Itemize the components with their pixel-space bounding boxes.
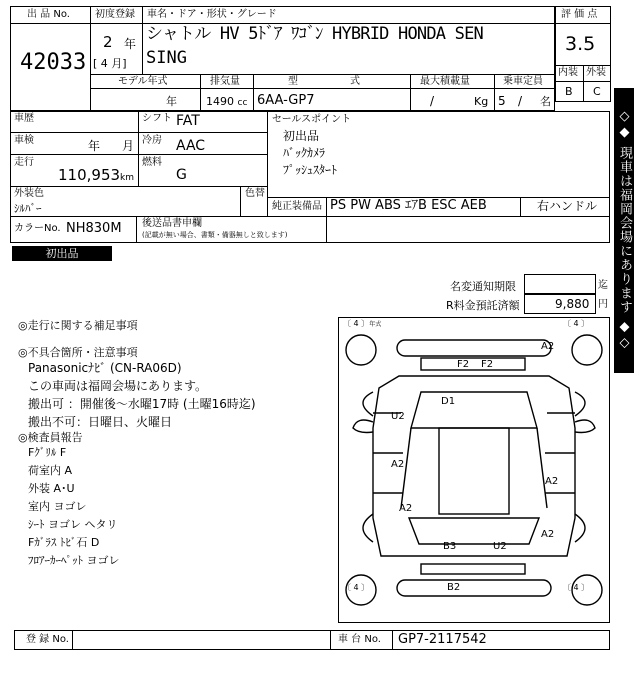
mark-front-bumper: A2: [541, 341, 555, 352]
capacity-label: 乗車定員: [503, 76, 543, 87]
fuel: G: [176, 167, 187, 183]
divider: [583, 65, 584, 102]
history-label: 車歴: [14, 113, 34, 124]
inspector-line-1: Fｸﾞﾘﾙ F: [28, 446, 67, 459]
capacity-sep: /: [518, 94, 523, 108]
front-grille: [421, 358, 525, 370]
mark-rear-bumper: B2: [447, 582, 461, 593]
sales-point-2: ﾊﾞｯｸｶﾒﾗ: [283, 146, 326, 160]
max-load-label: 最大積載量: [420, 76, 470, 87]
sales-point-3: ﾌﾟｯｼｭｽﾀｰﾄ: [283, 163, 338, 177]
registration-year-unit: 年: [124, 37, 137, 51]
footer-frame: [14, 630, 610, 650]
driving-notes-heading: ◎走行に関する補足事項: [18, 319, 138, 332]
rear-garnish: [421, 564, 525, 574]
rear-bumper: [397, 580, 551, 596]
color-no-label: カラーNo.: [14, 223, 61, 234]
location-banner: ◇◆ 現車は福岡会場にあります ◆◇: [614, 88, 634, 373]
ext-color-label: 外装色: [14, 188, 44, 199]
name-change-unit: 迄: [598, 280, 608, 291]
inspector-line-2: 荷室内 A: [28, 464, 73, 477]
divider: [10, 23, 90, 24]
inspector-line-6: Fｶﾞﾗｽ ﾄﾋﾞ石 D: [28, 536, 100, 549]
equipment-label: 純正装備品: [272, 201, 322, 212]
fuel-label: 燃料: [142, 157, 162, 168]
divider: [267, 111, 268, 216]
mark-right-quarter: A2: [541, 529, 555, 540]
lot-no: 42033: [20, 50, 87, 75]
capacity-unit: 名: [540, 95, 551, 108]
aircon-label: 冷房: [142, 135, 162, 146]
inspector-line-7: ﾌﾛｱｰｶｰﾍﾟｯﾄ ヨゴレ: [28, 554, 120, 567]
aircon: AAC: [176, 138, 206, 154]
divider: [90, 88, 555, 89]
first-registration-label: 初度登録: [95, 9, 135, 20]
type-label-2: 式: [350, 76, 360, 87]
corner-label-tr: 〔 4 〕: [563, 319, 590, 328]
type-value: 6AA-GP7: [257, 93, 315, 108]
corner-label-br: 〔 4 〕: [563, 583, 590, 592]
divider: [520, 197, 521, 216]
equipment: PS PW ABS ｴｱB ESC AEB: [330, 198, 487, 213]
inspector-line-5: ｼｰﾄ ヨゴレ ヘタリ: [28, 518, 118, 531]
wheel-front-right: [572, 335, 602, 365]
divider: [494, 74, 495, 111]
divider: [330, 630, 331, 650]
divider: [326, 197, 327, 216]
aftermarket-note: (記載が無い場合、書類・備器無しと致します): [142, 231, 288, 239]
max-load-unit: Kg: [474, 95, 489, 108]
first-listing-bar: 初出品: [12, 246, 112, 261]
inspector-line-4: 室内 ヨゴレ: [28, 500, 87, 513]
divider: [392, 630, 393, 650]
car-name-line1: シャトル HV 5ﾄﾞｱ ﾜｺﾞﾝ HYBRID HONDA SEN: [146, 24, 483, 44]
windshield: [411, 392, 537, 428]
defect-line-1: Panasonicﾅﾋﾞ (CN-RA06D): [28, 361, 182, 375]
name-change-label: 名変通知期限: [450, 280, 516, 293]
divider: [10, 186, 267, 187]
front-bumper: [397, 340, 551, 356]
divider: [138, 111, 139, 186]
divider: [90, 74, 555, 75]
divider: [200, 74, 201, 111]
sales-point-label: セールスポイント: [272, 114, 352, 125]
mark-left-rear-door: A2: [399, 503, 413, 514]
mileage: 110,953km: [58, 166, 135, 184]
divider: [10, 132, 267, 133]
exterior-label: 外装: [586, 67, 606, 78]
score-value: 3.5: [565, 33, 596, 55]
divider: [10, 154, 267, 155]
divider: [72, 630, 73, 650]
car-name-label: 車名・ドア・形状・グレード: [147, 9, 277, 20]
car-name-line2: SING: [146, 48, 187, 68]
mark-grille-right: F2: [481, 359, 494, 370]
mark-grille-left: F2: [457, 359, 470, 370]
aftermarket-label: 後送品書申欄: [142, 218, 202, 229]
damage-diagram: [338, 317, 610, 623]
divider: [90, 6, 91, 111]
mark-left-front: U2: [391, 411, 405, 422]
handle: 右ハンドル: [537, 199, 598, 213]
displacement-label: 排気量: [210, 76, 240, 87]
divider: [240, 186, 241, 216]
shift: FAT: [176, 113, 200, 129]
recycle-amount: 9,880: [555, 297, 590, 311]
interior-label: 内装: [558, 67, 578, 78]
corner-label-bl: 〔 4 〕: [343, 583, 370, 592]
sales-point-1: 初出品: [283, 129, 320, 143]
mark-rear-glass-left: B3: [443, 541, 457, 552]
roof: [439, 428, 509, 514]
model-year-unit: 年: [166, 95, 177, 108]
defect-line-2: この車両は福岡会場にあります。: [28, 379, 208, 393]
max-load-sep: /: [430, 94, 435, 108]
model-year-label: モデル年式: [118, 76, 168, 87]
recycle-label: R料金預託済額: [446, 299, 520, 312]
divider: [555, 23, 611, 24]
mileage-label: 走行: [14, 157, 34, 168]
capacity-value: 5: [498, 94, 506, 108]
interior-grade: B: [565, 85, 573, 98]
defects-heading: ◎不具合箇所・注意事項: [18, 346, 138, 359]
displacement: 1490 cc: [206, 95, 248, 108]
mark-left-front-door: A2: [391, 459, 405, 470]
ext-color: ｼﾙﾊﾞｰ: [14, 202, 42, 215]
shift-label: シフト: [142, 113, 172, 124]
divider: [10, 216, 610, 217]
divider: [326, 216, 327, 243]
inspector-line-3: 外装 A･U: [28, 482, 75, 495]
lot-no-label: 出 品 No.: [27, 9, 70, 20]
score-label: 評 価 点: [561, 9, 598, 20]
inspector-heading: ◎検査員報告: [18, 431, 83, 444]
divider: [142, 6, 143, 74]
inspection-year: 年: [88, 139, 101, 153]
registration-year: 2: [103, 33, 113, 51]
divider: [136, 216, 137, 243]
chassis-no-label: 車 台 No.: [338, 634, 381, 645]
color-no: NH830M: [66, 221, 122, 236]
mark-rear-glass-right: U2: [493, 541, 507, 552]
mark-right-rear-door: A2: [545, 476, 559, 487]
inspection-label: 車検: [14, 135, 34, 146]
rear-glass: [409, 518, 539, 544]
registration-month: [ 4 月]: [93, 57, 127, 70]
name-change-box: [524, 274, 596, 294]
inspection-month: 月: [122, 139, 135, 153]
color-change-label: 色替: [245, 188, 265, 199]
defect-line-4: 搬出不可：日曜日、火曜日: [28, 415, 173, 429]
chassis-no: GP7-2117542: [398, 632, 487, 647]
divider: [410, 74, 411, 111]
wheel-front-left: [346, 335, 376, 365]
defect-line-3: 搬出可 ：開催後～水曜17時 (土曜16時迄): [28, 397, 256, 411]
car-outline-svg: [339, 318, 609, 622]
type-label: 型: [288, 76, 298, 87]
corner-label-tl: 〔 4 〕年式: [343, 319, 382, 328]
divider: [253, 74, 254, 111]
recycle-unit: 円: [598, 299, 608, 310]
exterior-grade: C: [593, 85, 601, 98]
registration-no-label: 登 録 No.: [26, 634, 69, 645]
mark-windshield: D1: [441, 396, 456, 407]
